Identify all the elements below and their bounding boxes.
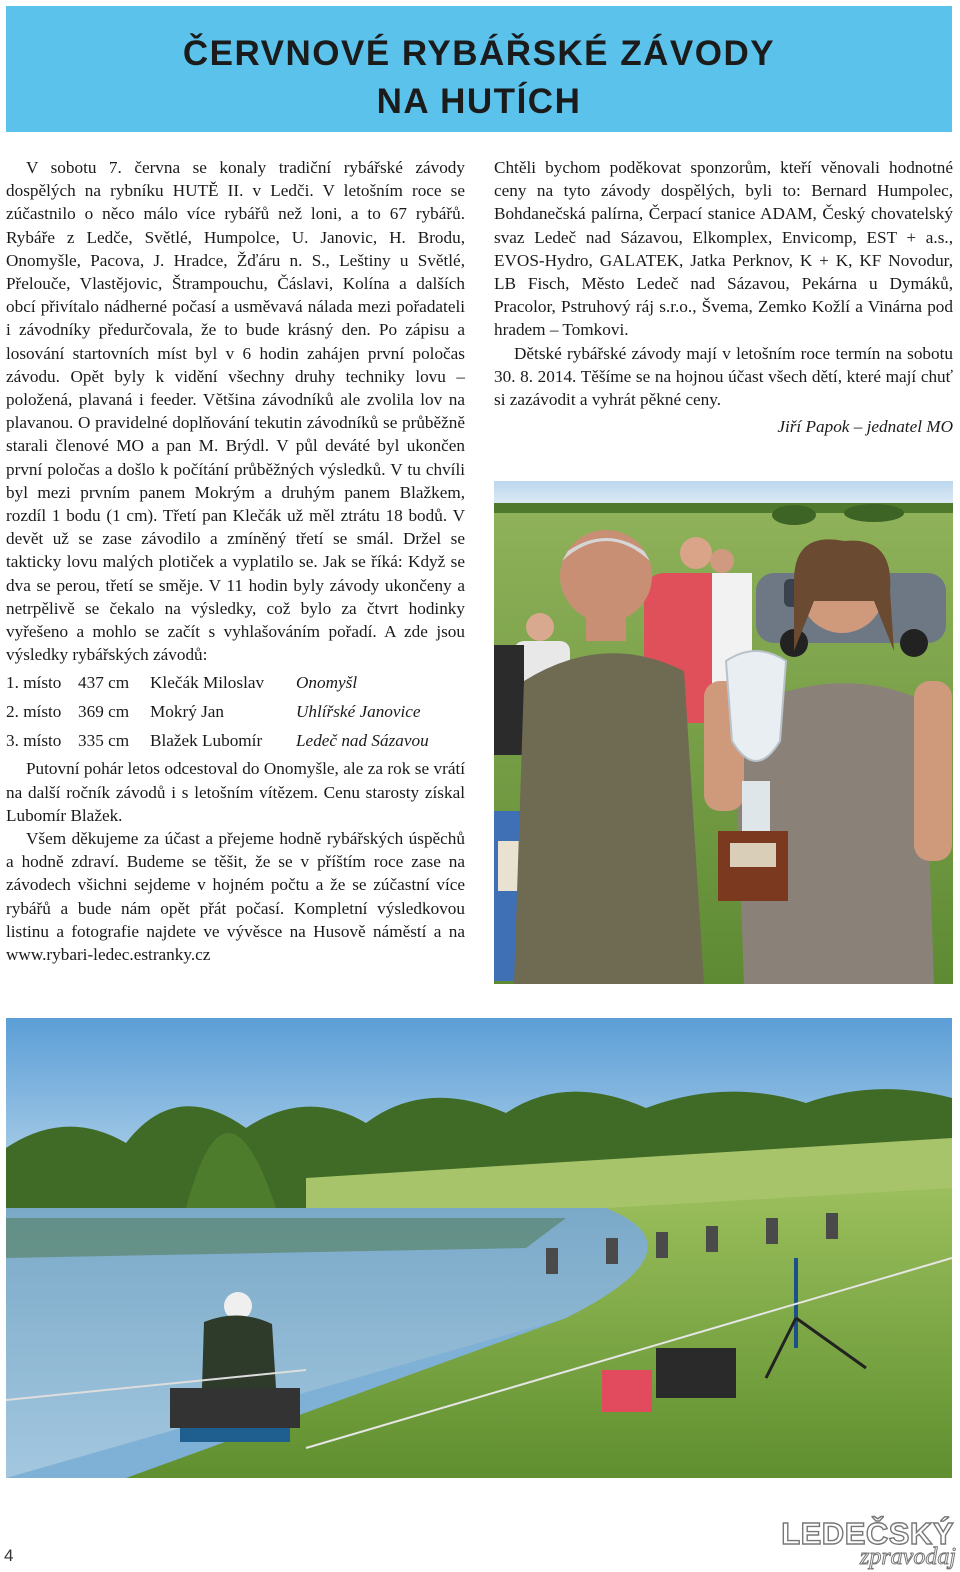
result-place: 1. místo: [6, 673, 62, 693]
result-name: Blažek Lubomír: [150, 731, 263, 751]
result-club: Onomyšl: [296, 673, 358, 693]
author-signature: Jiří Papok – jednatel MO: [777, 417, 953, 437]
article-paragraph-2: Putovní pohár letos odcestoval do Onomyšle, ale za rok se vrátí na další ročník závodů i s letošním vítězem. Cenu starosty získal Lubomír Blažek.: [6, 759, 465, 825]
page-number: 4: [4, 1546, 14, 1565]
pond-anglers-photo: [6, 1018, 952, 1478]
result-length: 369 cm: [78, 702, 130, 722]
children-competition-paragraph: Dětské rybářské závody mají v letošním roce termín na sobotu 30. 8. 2014. Těšíme se na hojnou účast všech dětí, které mají chuť si zazávodit a vyhrát pěkné ceny.: [494, 343, 953, 410]
result-name: Mokrý Jan: [150, 702, 224, 722]
ledecsky-zpravodaj-logo: [781, 1516, 956, 1570]
left-column: [6, 156, 465, 966]
logo-line1: LEDEČSKÝ: [781, 1516, 954, 1551]
article-paragraph-3: Všem děkujeme za účast a přejeme hodně rybářských úspěchů a hodně zdraví. Budeme se těšit, že se v příštím roce zase na závodech všichni sejdeme v hojném počtu a že se zúčastní více rybářů a bude nám opět přát počasí. Kompletní výsledkovou listinu a fotografie najdete ve vývěsce na Husově náměstí a na www.rybari-ledec.estranky.cz: [6, 829, 465, 965]
results-table: [6, 668, 465, 755]
article-paragraph-1: V sobotu 7. června se konaly tradiční rybářské závody dospělých na rybníku HUTĚ II. v Ledči. V letošním roce se zúčastnilo o něco málo více rybářů než loni, a to 67 rybářů. Rybáře z Ledče, Světlé, Humpolce, U. Janovic, H. Brodu, Onomyšle, Pacova, J. Hradce, Žďáru n. S., Leštiny u Světlé, Přelouče, Vlastějovic, Štrampouchu, Čáslavi, Kolína a dalších obcí přivítalo nádherné počasí a usměvavá nálada mezi pořadateli i závodníky předurčovala, že to bude krásný den. Po zápisu a losování startovních míst byl v 6 hodin zahájen první poločas závodu. Opět byly k vidění všechny druhy techniky lovu – položená, plavaná i feeder. Většina závodníků ale zvolila lov na plavanou. O pravidelné doplňování tekutin závodníků se průběžně starali členové MO a pan M. Brýdl. V půl deváté byl ukončen první poločas a došlo k počítání průběžných výsledků. V tu chvíli byl mezi prvním panem Mokrým a druhým panem Blažkem, rozdíl 1 bodu (1 cm). Třetí pan Klečák už měl ztrátu 18 bodů. V devět už se zase závodilo a zmíněný třetí se smál. Držel se takticky lovu malých plotiček a vyplatilo se. Jak se říká: Když se dva se perou, třetí se směje. V 11 hodin byly závody ukončeny a netrpělivě se čekalo na výsledky, což bylo za čtvrt hodinky vyřešeno a mohlo se začít s vyhlašováním pořadí. A zde jsou výsledky rybářských závodů:: [6, 158, 465, 665]
article-title-line2: NA HUTÍCH: [376, 82, 582, 121]
result-place: 3. místo: [6, 731, 62, 751]
result-length: 335 cm: [78, 731, 130, 751]
results-row: [6, 668, 465, 697]
result-club: Ledeč nad Sázavou: [296, 731, 429, 751]
logo-line2: zpravodaj: [860, 1544, 956, 1570]
right-column: [494, 156, 953, 438]
article-title-line1: ČERVNOVÉ RYBÁŘSKÉ ZÁVODY: [182, 34, 776, 73]
sponsors-paragraph: Chtěli bychom poděkovat sponzorům, kteří věnovali hodnotné ceny na tyto závody dospělých, byli to: Bernard Humpolec, Bohdanečská palírna, Čerpací stanice ADAM, Český chovatelský svaz Ledeč nad Sázavou, Elkomplex, Envicomp, EST + a.s., EVOS-Hydro, GALATEK, Jatka Perknov, K + K, KF Novodur, LB Fisch, Město Ledeč nad Sázavou, Pekárna u Dymáků, Pracolor, Pstruhový ráj s.r.o., Švema, Zemko Kožlí a Vinárna pod hradem – Tomkovi.: [494, 158, 953, 340]
results-row: [6, 726, 465, 755]
article-header: [6, 6, 952, 132]
result-club: Uhlířské Janovice: [296, 702, 421, 722]
results-row: [6, 697, 465, 726]
winners-trophy-photo: [494, 481, 953, 984]
result-name: Klečák Miloslav: [150, 673, 265, 693]
result-length: 437 cm: [78, 673, 130, 693]
result-place: 2. místo: [6, 702, 62, 722]
